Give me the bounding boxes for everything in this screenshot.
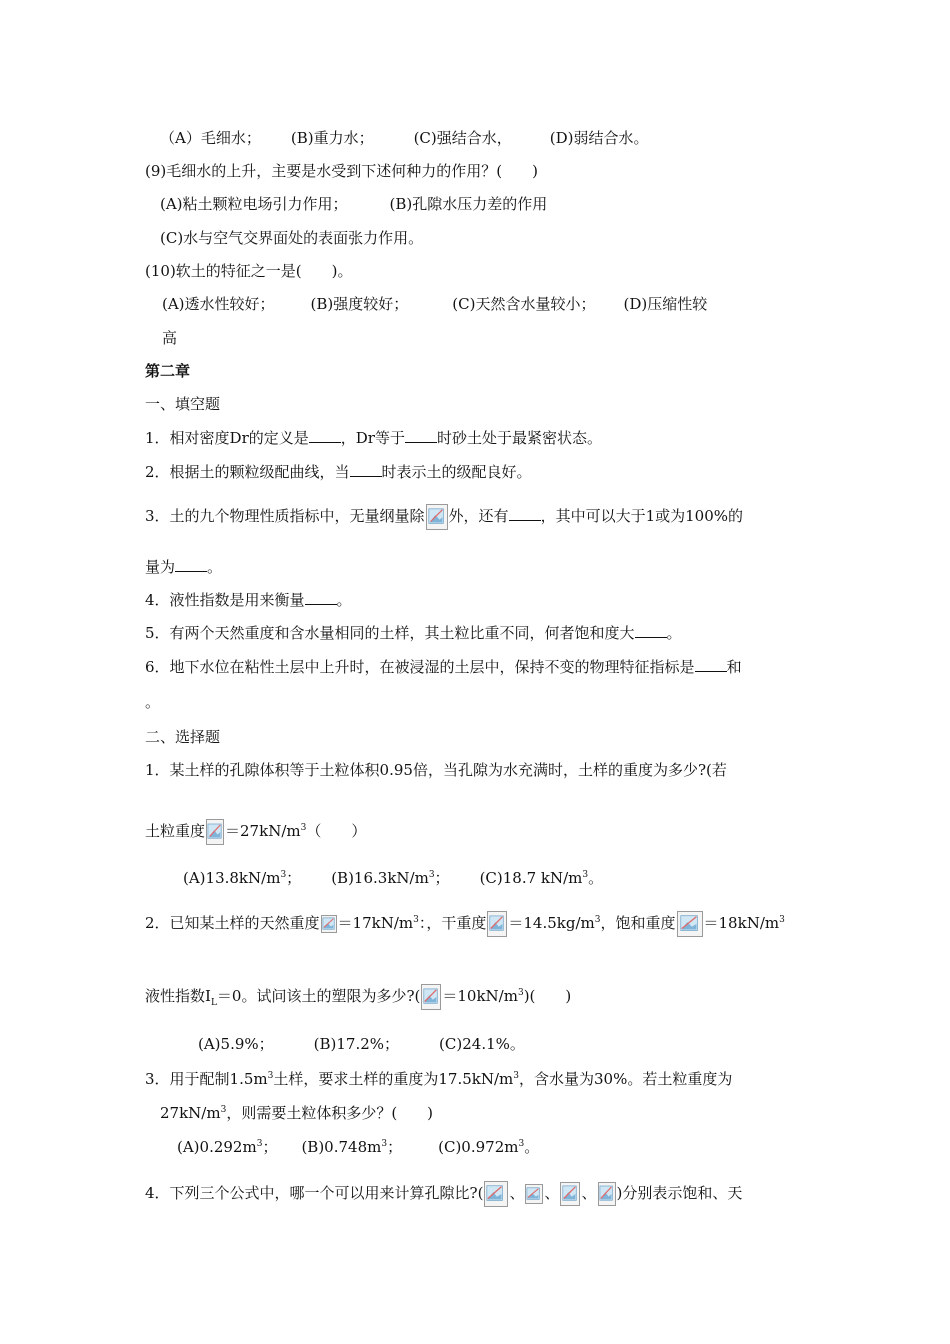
broken-image-icon (598, 1182, 616, 1206)
q8-options: （A）毛细水； (B)重力水； (C)强结合水， (D)弱结合水。 (160, 129, 649, 147)
fill-question-2: 2．根据土的颗粒级配曲线，当 时表示土的级配良好。 (145, 463, 532, 481)
fill-question-5: 5．有两个天然重度和含水量相同的土样，其土粒比重不同，何者饱和度大 。 (145, 624, 682, 642)
answer-blank (305, 589, 337, 605)
choice-question-4: 4．下列三个公式中，哪一个可以用来计算孔隙比?( 、 、 、 )分别表示饱和、天 (145, 1180, 742, 1207)
broken-image-icon (487, 911, 507, 937)
answer-blank (695, 656, 727, 672)
chapter-heading: 第二章 (145, 362, 191, 380)
broken-image-icon (484, 1181, 508, 1207)
q10-options: (A)透水性较好； (B)强度较好； (C)天然含水量较小； (D)压缩性较 (162, 295, 708, 313)
choice-question-3-options: $(A)0.292m^3$； $(B)0.748m^3$； $(C)0.972m^3$。 (177, 1138, 540, 1156)
choice-question-1: 1．某土样的孔隙体积等于土粒体积0.95倍，当孔隙为水充满时，土样的重度为多少?(若 (145, 761, 727, 779)
q9-option-c: (C)水与空气交界面处的表面张力作用。 (160, 229, 424, 247)
section-multiple-choice: 二、选择题 (145, 728, 221, 746)
choice-question-1-wrap: 土粒重度 $=27kN/m^3$（ ） (145, 818, 366, 845)
answer-blank (405, 427, 437, 443)
answer-blank (309, 427, 341, 443)
choice-question-2-wrap: 液性指数$I_L=0$。试问该土的塑限为多少?( $=10kN/m^3$)( ) (145, 983, 571, 1010)
q9-options-ab: (A)粘土颗粒电场引力作用； (B)孔隙水压力差的作用 (160, 195, 548, 213)
choice-question-3: 3．用于配制$1.5m^3$土样，要求土样的重度为$17.5kN/m^3$，含水量为30%。若土粒重度为 (145, 1070, 733, 1088)
fill-question-6: 6．地下水位在粘性土层中上升时，在被浸湿的土层中，保持不变的物理特征指标是 和 (145, 658, 742, 676)
answer-blank (350, 461, 382, 477)
answer-blank (175, 556, 207, 572)
choice-question-1-options: $(A)13.8kN/m^3$； $(B)16.3kN/m^3$； (C)18.7 $kN/m^3$。 (183, 869, 604, 887)
broken-image-icon (426, 504, 448, 530)
answer-blank (635, 622, 667, 638)
fill-question-4: 4．液性指数是用来衡量 。 (145, 591, 352, 609)
fill-question-1: 1．相对密度Dr的定义是 ，Dr等于 时砂土处于最紧密状态。 (145, 429, 602, 447)
choice-question-2-options: (A)5.9%； (B)17.2%； (C)24.1%。 (198, 1035, 525, 1053)
choice-question-3-wrap: $27kN/m^3$，则需要土粒体积多少？( ) (160, 1104, 434, 1122)
section-fill-in: 一、填空题 (145, 395, 221, 413)
question-10: (10)软土的特征之一是( )。 (145, 262, 353, 280)
broken-image-icon (677, 911, 703, 937)
q10-wrap: 高 (162, 329, 178, 347)
fill-question-6-wrap: 。 (145, 693, 161, 711)
fill-question-3: 3．土的九个物理性质指标中，无量纲量除 外，还有 ，其中可以大于1或为100%的 (145, 503, 743, 530)
broken-image-icon (560, 1182, 580, 1206)
broken-image-icon (421, 984, 441, 1010)
fill-question-3-wrap: 量为 。 (145, 558, 223, 576)
question-9: (9)毛细水的上升，主要是水受到下述何种力的作用？( ) (145, 162, 538, 180)
answer-blank (509, 505, 541, 521)
broken-image-icon (206, 819, 224, 845)
choice-question-2: 2．已知某土样的天然重度 $=17kN/m^3$：，干重度 $=14.5kg/m^3$，饱和重度 $=18kN/m^3$ (145, 910, 785, 937)
broken-image-icon (525, 1184, 543, 1204)
broken-image-icon (321, 915, 337, 933)
